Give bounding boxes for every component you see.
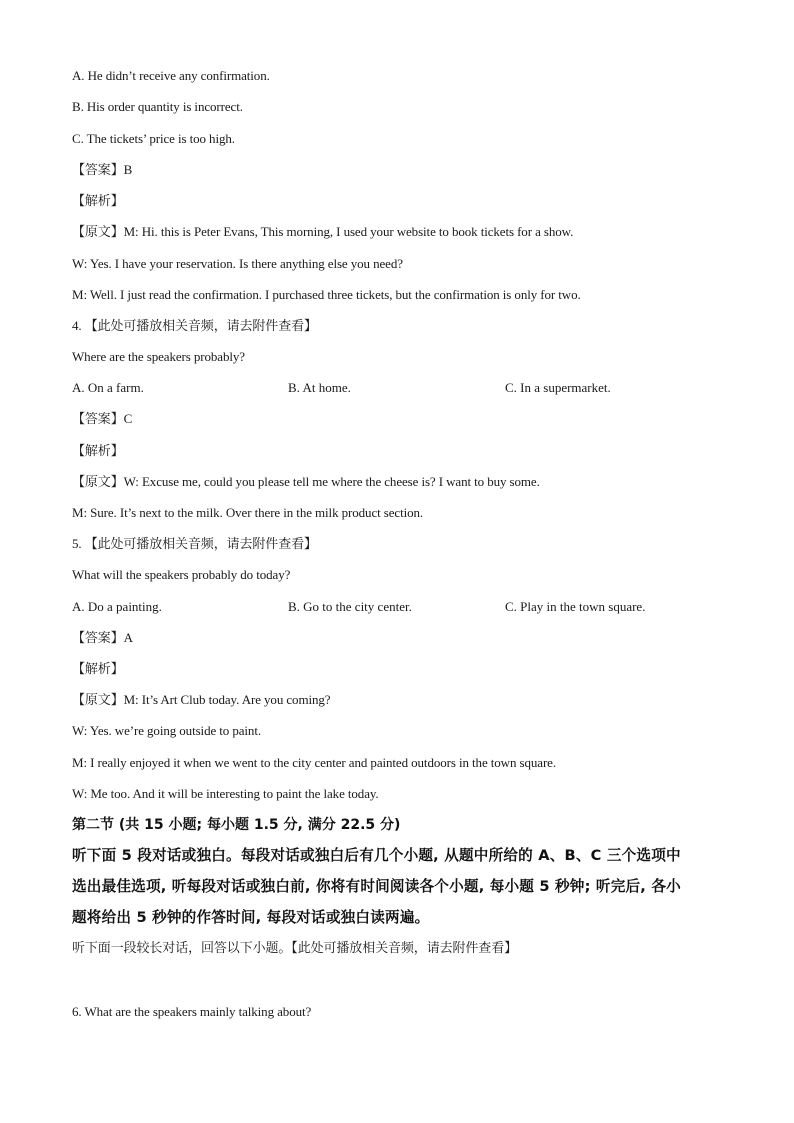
q4-analysis-label: 【解析】 [72,443,124,458]
q5-analysis-label: 【解析】 [72,661,124,676]
q5-transcript-line: W: Yes. we’re going outside to paint. [72,723,261,738]
section-title: 第二节 (共 15 小题; 每小题 1.5 分, 满分 22.5 分) [72,817,401,833]
q6-question: 6. What are the speakers mainly talking about? [72,1004,312,1019]
q3-transcript-line: 【原文】M: Hi. this is Peter Evans, This morning, I used your website to book tickets for a show. [72,224,574,239]
q5-transcript-line: M: I really enjoyed it when we went to the city center and painted outdoors in the town square. [72,755,556,770]
q5-option-a: A. Do a painting. [72,599,162,614]
section-instructions-line: 选出最佳选项, 听每段对话或独白前, 你将有时间阅读各个小题, 每小题 5 秒钟; 听完后, 各小 [72,878,681,895]
q4-header: 4. 【此处可播放相关音频，请去附件查看】 [72,318,317,333]
listen-prompt: 听下面一段较长对话，回答以下小题。【此处可播放相关音频，请去附件查看】 [72,941,518,956]
q3-option-c: C. The tickets’ price is too high. [72,131,235,146]
q4-transcript-line: 【原文】W: Excuse me, could you please tell me where the cheese is? I want to buy some. [72,474,540,489]
q3-answer: 【答案】B [72,162,133,177]
q3-transcript-line: M: Well. I just read the confirmation. I purchased three tickets, but the confirmation is only for two. [72,287,581,302]
q5-options [72,599,722,615]
q4-options [72,380,722,396]
q4-option-a: A. On a farm. [72,380,144,395]
q4-transcript-line: M: Sure. It’s next to the milk. Over there in the milk product section. [72,505,424,520]
q5-transcript-line: W: Me too. And it will be interesting to paint the lake today. [72,786,379,801]
q3-analysis-label: 【解析】 [72,193,124,208]
q4-option-c: C. In a supermarket. [505,380,611,395]
q5-transcript-line: 【原文】M: It’s Art Club today. Are you coming? [72,692,331,707]
section-instructions-line: 听下面 5 段对话或独白。每段对话或独白后有几个小题, 从题中所给的 A、B、C 三个选项中 [72,847,681,864]
q3-option-b: B. His order quantity is incorrect. [72,99,243,114]
q5-answer: 【答案】A [72,630,133,645]
q4-answer: 【答案】C [72,411,133,426]
q5-option-c: C. Play in the town square. [505,599,646,614]
q4-question: Where are the speakers probably? [72,349,245,364]
q5-header: 5. 【此处可播放相关音频，请去附件查看】 [72,536,317,551]
section-instructions-line: 题将给出 5 秒钟的作答时间, 每段对话或独白读两遍。 [72,909,430,926]
q4-option-b: B. At home. [288,380,351,395]
q3-transcript-line: W: Yes. I have your reservation. Is there anything else you need? [72,256,403,271]
q5-question: What will the speakers probably do today? [72,567,291,582]
q3-option-a: A. He didn’t receive any confirmation. [72,68,270,83]
q5-option-b: B. Go to the city center. [288,599,412,614]
